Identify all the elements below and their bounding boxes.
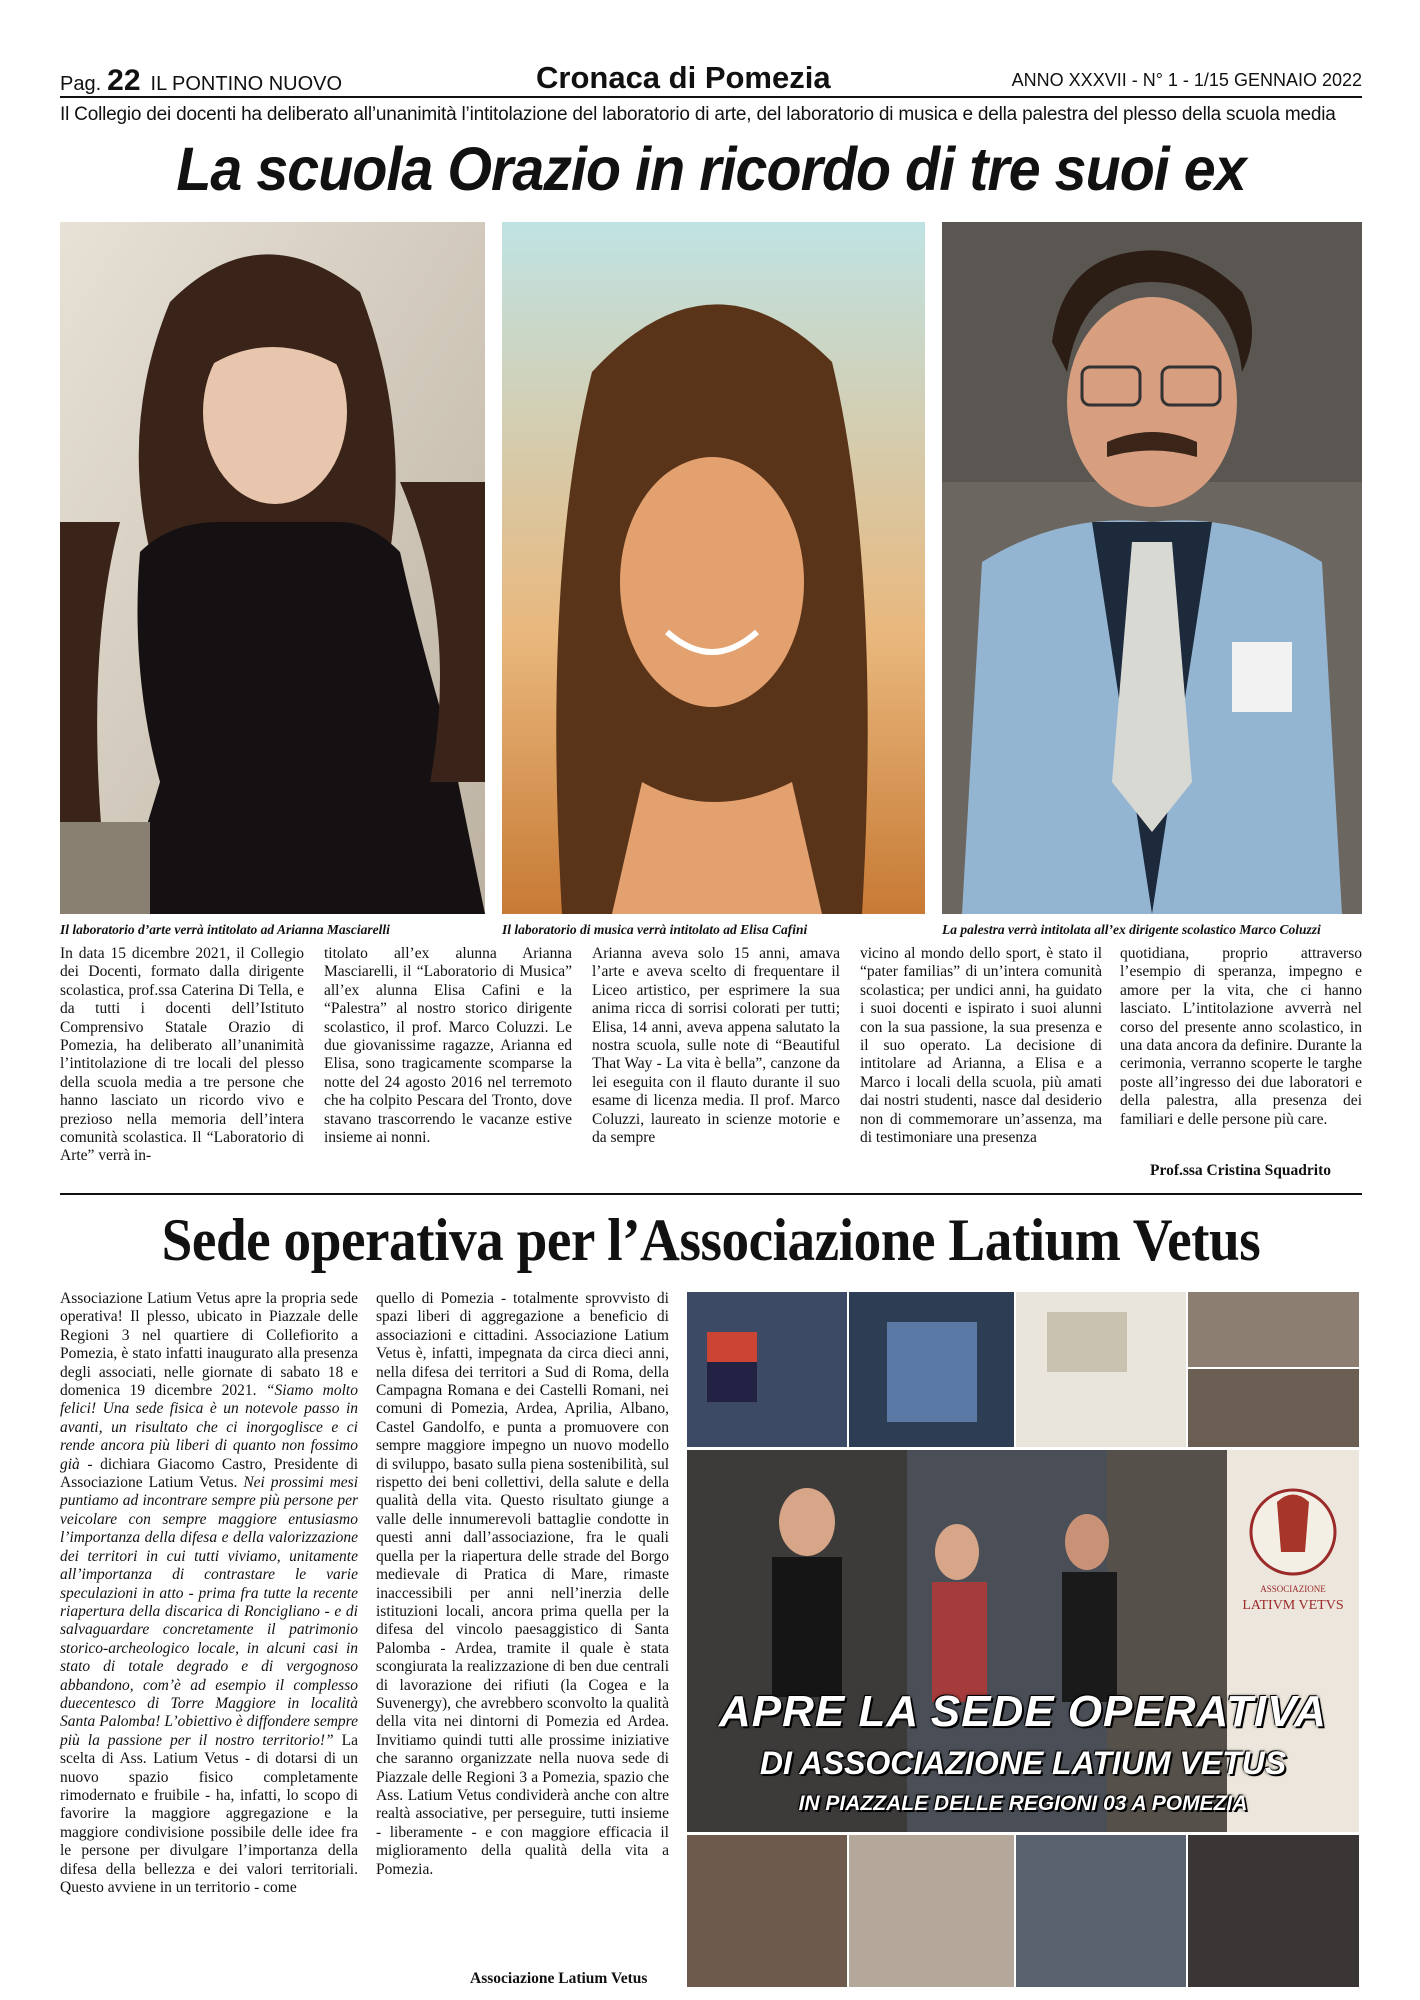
article1-kicker: Il Collegio dei docenti ha deliberato all’unanimità l’intitolazione del laboratorio di arte, del laboratorio di musica e della palestra del plesso della scuola media: [60, 104, 1336, 125]
caption-arianna: Il laboratorio d’arte verrà intitolato ad Arianna Masciarelli: [60, 922, 390, 937]
caption-marco: La palestra verrà intitolata all’ex dirigente scolastico Marco Coluzzi: [942, 922, 1321, 937]
promo-line-3: IN PIAZZALE DELLE REGIONI 03 A POMEZIA: [798, 1792, 1248, 1815]
page-number: 22: [107, 64, 141, 97]
caption-elisa: Il laboratorio di musica verrà intitolato ad Elisa Cafini: [502, 922, 808, 937]
article1-column-3: Arianna aveva solo 15 anni, amava l’arte e aveva scelto di frequentare il Liceo artistico, per esprimere la sua anima ricca di sorrisi colorati per tutti; Elisa, 14 anni, aveva appena salutato la nostra scuola, sulle note di “Beautiful That Way - La vita è bella”, canzone da lei eseguita con il flauto durante il suo esame di licenza media. Il prof. Marco Coluzzi, laureato in scienze motorie e da sempre: [592, 945, 840, 1147]
article1-headline: La scuola Orazio in ricordo di tre suoi ex: [176, 135, 1246, 203]
article2-quote: “Siamo molto felici! Una sede fisica è un notevole passo in avanti, un risultato che ci inorgoglisce e ci rende ancora più liberi di quanto non fossimo già: [60, 1382, 358, 1473]
paper-name: IL PONTINO NUOVO: [150, 73, 343, 95]
article1-column-5: quotidiana, proprio attraverso l’esempio di speranza, impegno e amore per la vita, che ci hanno lasciato. L’intitolazione avverrà nel corso del presente anno scolastico, in una data ancora da definire. Durante la cerimonia, verranno scoperte le targhe poste all’ingresso dei due laboratori e della palestra, alla presenza dei familiari e delle persone più care.: [1120, 945, 1362, 1128]
logo-association-label: ASSOCIAZIONE: [1260, 1584, 1326, 1594]
promo-line-2: DI ASSOCIAZIONE LATIUM VETUS: [759, 1745, 1287, 1781]
article2-column-1: [60, 1290, 358, 1897]
masthead: [60, 60, 1362, 98]
section-divider: [60, 1193, 1362, 1195]
article2-headline: Sede operativa per l’Associazione Latium Vetus: [161, 1207, 1261, 1273]
article2-signature: Associazione Latium Vetus: [470, 1970, 648, 1987]
article2-quote-2: Nei prossimi mesi puntiamo ad incontrare sempre più persone per veicolare con sempre maggiore entusiasmo l’importanza della difesa e della valorizzazione dei territori in cui tutti viviamo, unitamente all’importanza di contrastare le varie speculazioni in atto - prima fra tutte la recente riapertura della discarica di Roncigliano - e di salvaguardare concretamente il patrimonio storico-archeologico locale, in alcuni casi in stato di totale degrado e di vergognoso abbandono, com’è ad esempio il complesso duecentesco di Torre Maggiore in località Santa Palomba! L’obiettivo è diffondere sempre più la passione per il nostro territorio!”: [60, 1474, 359, 1749]
article1-column-1: In data 15 dicembre 2021, il Collegio dei Docenti, formato dalla dirigente scolastica, prof.ssa Caterina Di Tella, e da tutti i docenti dell’Istituto Comprensivo Statale Orazio di Pomezia, ha deliberato all’unanimità l’intitolazione di tre locali del plesso della scuola media a tre persone che hanno lasciato un ricordo vivo e prezioso nella memoria dell’intera comunità scolastica. Il “Laboratorio di Arte” verrà in-: [60, 945, 304, 1165]
article2-attribution: - dichiara Giacomo Castro, Presidente di Associazione Latium Vetus.: [60, 1455, 358, 1492]
photo-arianna: [60, 222, 485, 914]
article2-col1-text: Associazione Latium Vetus apre la propria sede operativa! Il plesso, ubicato in Piazzale delle Regioni 3 nel quartiere di Collefiorito a Pomezia, è stato infatti inaugurato alla presenza degli associati, nelle giornate di sabato 18 e domenica 19 dicembre 2021.: [60, 1290, 358, 1400]
article2-column-2: quello di Pomezia - totalmente sprovvisto di spazi liberi di aggregazione a beneficio di associazioni e cittadini. Associazione Latium Vetus è, infatti, impegnata da circa dieci anni, nella difesa dei territori a Sud di Roma, della Campagna Romana e dei Castelli Romani, nei comuni di Pomezia, Ardea, Aprilia, Albano, Castel Gandolfo, e punta a promuovere con sempre maggiore impegno un nuovo modello di sviluppo, basato sulla piena sostenibilità, sul rispetto dei beni collettivi, della salute e della qualità della vita. Questo risultato giunge a valle delle innumerevoli battaglie condotte in questi anni dall’associazione, fra le quali quella per la riapertura delle strade del Borgo medievale di Pratica di Mare, rimaste inaccessibili per anni nell’inerzia delle istituzioni locali, ancora prima quella per la difesa del vincolo paesaggistico di Santa Palomba - Ardea, tramite il quale è stata scongiurata la realizzazione di ben due centrali di lavorazione dei rifiuti (la Cogea e la Suvenergy), che avrebbero sconvolto la qualità della vita nei dintorni di Pomezia ed Ardea. Invitiamo quindi tutti alle prossime iniziative che saranno organizzate nella nuova sede di Piazzale delle Regioni 3 a Pomezia, spazio che Ass. Latium Vetus condividerà anche con altre realtà associative, per perseguire, tutti insieme - liberamente - e con maggiore efficacia il miglioramento della qualità della vita a Pomezia.: [376, 1290, 669, 1878]
article1-column-4: vicino al mondo dello sport, è stato il “pater familias” di un’intera comunità scolastica; per undici anni, ha guidato i suoi docenti e ispirato i suoi alunni con la sua passione, la sua presenza e il suo operato. La decisione di intitolare ad Arianna, a Elisa e a Marco i locali della scuola, più amati dai nostri studenti, nasce dal desiderio non di commemorare un’assenza, ma di testimoniare una presenza: [860, 945, 1102, 1147]
issue-info: ANNO XXXVII - N° 1 - 1/15 GENNAIO 2022: [1011, 70, 1362, 90]
page-label: Pag.: [60, 73, 102, 95]
article2-col1-text-2: La scelta di Ass. Latium Vetus - di dotarsi di un nuovo spazio fisico completamente rimodernato e fruibile - ha, infatti, lo scopo di favorire la maggiore aggregazione e la maggiore condivisione possibile delle idee fra le persone per divulgare l’importanza della difesa della bellezza e dei valori territoriali. Questo avviene in un territorio - come: [60, 1731, 359, 1896]
page-number-block: [60, 64, 342, 98]
article1-column-2: titolato all’ex alunna Arianna Masciarelli, il “Laboratorio di Musica” all’ex alunna Elisa Cafini e la “Palestra” al nostro storico dirigente scolastico, il prof. Marco Coluzzi. Le due giovanissime ragazze, Arianna ed Elisa, sono tragicamente scomparse la notte del 24 agosto 2016 nel terremoto che ha colpito Pescara del Tronto, dove stavano trascorrendo le vacanze estive insieme ai nonni.: [324, 945, 572, 1147]
promo-line-1: APRE LA SEDE OPERATIVA: [719, 1687, 1327, 1736]
photo-elisa: [502, 222, 925, 914]
section-title: Cronaca di Pomezia: [536, 60, 831, 95]
latium-vetus-collage: [687, 1292, 1359, 1987]
photo-marco: [942, 222, 1362, 914]
article1-signature: Prof.ssa Cristina Squadrito: [1150, 1162, 1331, 1179]
logo-association-name: LATIVM VETVS: [1242, 1598, 1344, 1613]
